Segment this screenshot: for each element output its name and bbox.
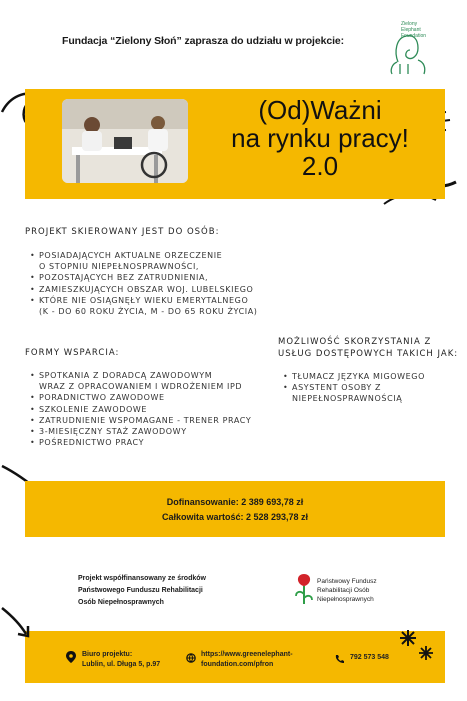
list-item: • PORADNICTWO ZAWODOWE [30, 392, 251, 403]
list-item: • POZOSTAJĄCYCH BEZ ZATRUDNIENIA, [30, 272, 258, 283]
funding-amount: Dofinansowanie: 2 389 693,78 zł [166, 497, 304, 507]
pfron-logo-icon [292, 570, 316, 606]
target-list [30, 250, 258, 317]
total-value: Całkowita wartość: 2 528 293,78 zł [161, 512, 309, 522]
funding-band [25, 481, 445, 537]
title-line: 2.0 [301, 151, 339, 181]
pfron-line: Państwowy Fundusz [317, 578, 377, 585]
decorative-stars-icon [398, 628, 438, 664]
accessibility-heading [278, 336, 458, 360]
invitation-text: Fundacja “Zielony Słoń” zaprasza do udziału w projekcie: [62, 35, 345, 47]
support-heading: FORMY WSPARCIA: [25, 348, 120, 358]
list-item: • ASYSTENT OSOBY Z NIEPEŁNOSPRAWNOŚCIĄ [283, 382, 425, 404]
office-label: Biuro projektu: [82, 651, 133, 658]
heading-line: MOŻLIWOŚĆ SKORZYSTANIA Z [278, 337, 432, 347]
list-item: • 3-MIESIĘCZNY STAŻ ZAWODOWY [30, 426, 251, 437]
cofunding-note [78, 573, 206, 609]
list-item: • ZAMIESZKUJĄCYCH OBSZAR WOJ. LUBELSKIEGO [30, 284, 258, 295]
foundation-logo [388, 20, 443, 80]
globe-icon [186, 653, 196, 663]
website-link[interactable] [201, 650, 293, 670]
title-line: (Od)Ważni [258, 95, 382, 125]
target-heading: PROJEKT SKIEROWANY JEST DO OSÓB: [25, 227, 220, 237]
office-address [82, 650, 160, 670]
support-list [30, 370, 251, 448]
list-item: • SZKOLENIE ZAWODOWE [30, 404, 251, 415]
phone-number[interactable]: 792 573 548 [350, 654, 389, 661]
logo-text-line: Foundation [401, 33, 427, 39]
logo-text-line: Zielony [401, 21, 418, 27]
pfron-line: Rehabilitacji Osób [317, 587, 370, 594]
cofunding-line: Państwowego Funduszu Rehabilitacji [78, 587, 203, 594]
list-item: • POŚREDNICTWO PRACY [30, 437, 251, 448]
list-item: • TŁUMACZ JĘZYKA MIGOWEGO [283, 371, 425, 382]
list-item: • KTÓRE NIE OSIĄGNĘŁY WIEKU EMERYTALNEGO (K - DO 60 ROKU ŻYCIA, M - DO 65 ROKU ŻYCIA) [30, 295, 258, 317]
list-item: • POSIADAJĄCYCH AKTUALNE ORZECZENIE O STOPNIU NIEPEŁNOSPRAWNOŚCI, [30, 250, 258, 272]
office-photo [62, 99, 188, 183]
location-pin-icon [66, 651, 76, 663]
office-address-line: Lublin, ul. Długa 5, p.97 [82, 661, 161, 668]
list-item: • ZATRUDNIENIE WSPOMAGANE - TRENER PRACY [30, 415, 251, 426]
logo-text-line: Elephant [401, 27, 421, 33]
pfron-name [317, 577, 377, 604]
list-item: • SPOTKANIA Z DORADCĄ ZAWODOWYM WRAZ Z OPRACOWANIEM I WDROŻENIEM IPD [30, 370, 251, 392]
url-line: https://www.greenelephant- [201, 651, 293, 658]
title-line: na rynku pracy! [231, 123, 409, 153]
phone-icon [335, 654, 344, 663]
page-title [205, 96, 435, 180]
accessibility-list [283, 371, 425, 405]
pfron-line: Niepełnosprawnych [317, 596, 374, 603]
heading-line: USŁUG DOSTĘPOWYCH TAKICH JAK: [278, 349, 459, 359]
cofunding-line: Projekt współfinansowany ze środków [78, 575, 206, 582]
url-line: foundation.com/pfron [201, 661, 274, 668]
decorative-arrow-icon [0, 604, 40, 644]
cofunding-line: Osób Niepełnosprawnych [78, 599, 164, 606]
